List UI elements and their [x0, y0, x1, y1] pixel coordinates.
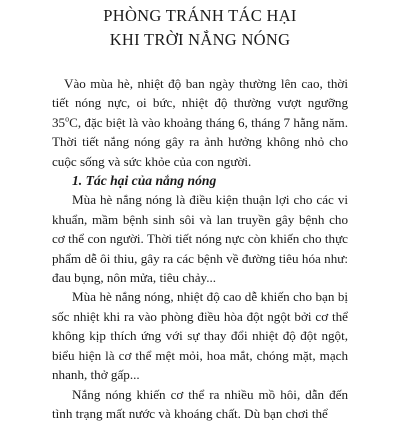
degree-symbol: o: [65, 114, 69, 123]
paragraph-2: Mùa hè nắng nóng, nhiệt độ cao dễ khiến cho bạn bị sốc nhiệt khi ra vào phòng điều hòa đột ngột bởi cơ thể không kịp thích ứng với sự thay đổi nhiệt độ đột ngột, biểu hiện là cơ thể mệt mỏi, hoa mắt, chóng mặt, mạch nhanh, thở gấp...: [52, 287, 348, 384]
paragraph-1: Mùa hè nắng nóng là điều kiện thuận lợi cho các vi khuẩn, mầm bệnh sinh sôi và lan truyền gây bệnh cho cơ thể con người. Thời tiết nóng nực còn khiến cho thực phẩm dễ ôi thiu, gây ra các bệnh về đường tiêu hóa như: đau bụng, nôn mửa, tiêu chảy...: [52, 190, 348, 287]
paragraph-3: Nắng nóng khiến cơ thể ra nhiều mồ hôi, dẫn đến tình trạng mất nước và khoáng chất. Dù bạn chơi thể: [52, 385, 348, 423]
title-block: [52, 4, 348, 52]
intro-text-a: Vào mùa hè, nhiệt độ ban ngày thường lên cao, thời tiết nóng nực, oi bức, nhiệt độ thường vượt ngưỡng 35: [52, 76, 348, 130]
intro-paragraph: [52, 74, 348, 171]
section-heading-1: 1. Tác hại của nắng nóng: [52, 171, 348, 190]
title-line-1: PHÒNG TRÁNH TÁC HẠI: [52, 4, 348, 28]
title-line-2: KHI TRỜI NẮNG NÓNG: [52, 28, 348, 52]
intro-text-b: C, đặc biệt là vào khoảng tháng 6, tháng 7 hằng năm. Thời tiết nắng nóng gây ra ảnh hưởng không nhỏ cho cuộc sống và sức khỏe của con người.: [52, 115, 348, 169]
